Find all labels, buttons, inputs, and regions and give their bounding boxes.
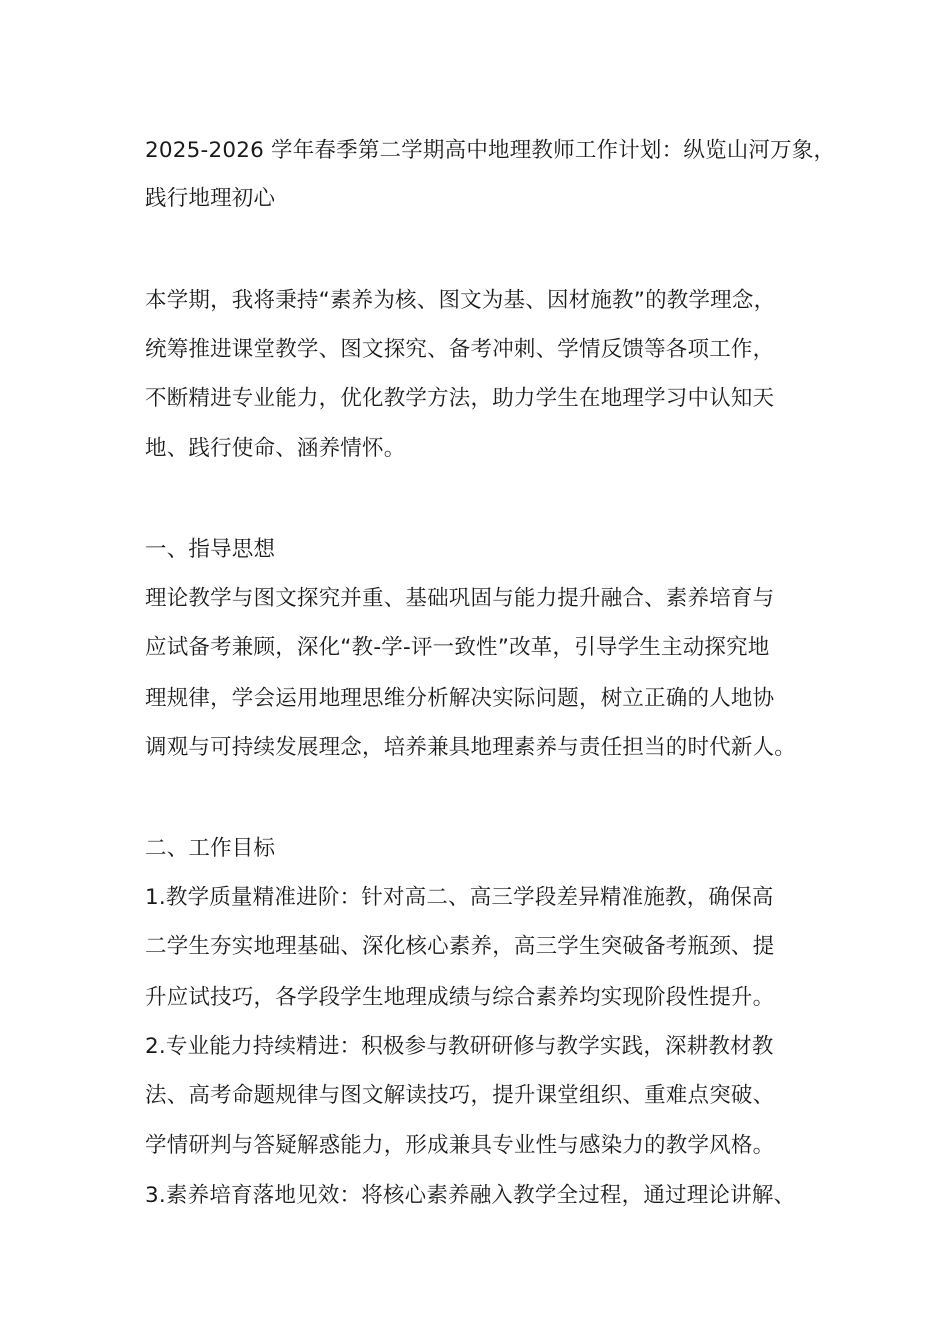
section2-line-5: 法、高考命题规律与图文解读技巧，提升课堂组织、重难点突破、 — [145, 1083, 775, 1108]
document-title-line-1: 2025-2026 学年春季第二学期高中地理教师工作计划：纵览山河万象， — [145, 138, 836, 163]
section2-line-6: 学情研判与答疑解惑能力，形成兼具专业性与感染力的教学风格。 — [145, 1133, 775, 1158]
section1-line-2: 应试备考兼顾，深化“教-学-评一致性”改革，引导学生主动探究地 — [145, 635, 770, 660]
section1-heading: 一、指导思想 — [145, 537, 276, 562]
intro-line-3: 不断精进专业能力，优化教学方法，助力学生在地理学习中认知天 — [145, 386, 775, 411]
section2-line-7: 3.素养培育落地见效：将核心素养融入教学全过程，通过理论讲解、 — [145, 1183, 796, 1208]
intro-line-1: 本学期，我将秉持“素养为核、图文为基、因材施教”的教学理念， — [145, 288, 776, 313]
intro-line-2: 统筹推进课堂教学、图文探究、备考冲刺、学情反馈等各项工作， — [145, 337, 775, 362]
section2-line-1: 1.教学质量精准进阶：针对高二、高三学段差异精准施教，确保高 — [145, 885, 774, 910]
section1-line-1: 理论教学与图文探究并重、基础巩固与能力提升融合、素养培育与 — [145, 586, 775, 611]
section2-line-4: 2.专业能力持续精进：积极参与教研研修与教学实践，深耕教材教 — [145, 1034, 774, 1059]
section1-line-3: 理规律，学会运用地理思维分析解决实际问题，树立正确的人地协 — [145, 686, 775, 711]
section2-line-2: 二学生夯实地理基础、深化核心素养，高三学生突破备考瓶颈、提 — [145, 934, 775, 959]
intro-line-4: 地、践行使命、涵养情怀。 — [145, 436, 406, 461]
document-title-line-2: 践行地理初心 — [145, 186, 276, 211]
section1-line-4: 调观与可持续发展理念，培养兼具地理素养与责任担当的时代新人。 — [145, 735, 797, 760]
section2-line-3: 升应试技巧，各学段学生地理成绩与综合素养均实现阶段性提升。 — [145, 985, 775, 1010]
section2-heading: 二、工作目标 — [145, 836, 276, 861]
